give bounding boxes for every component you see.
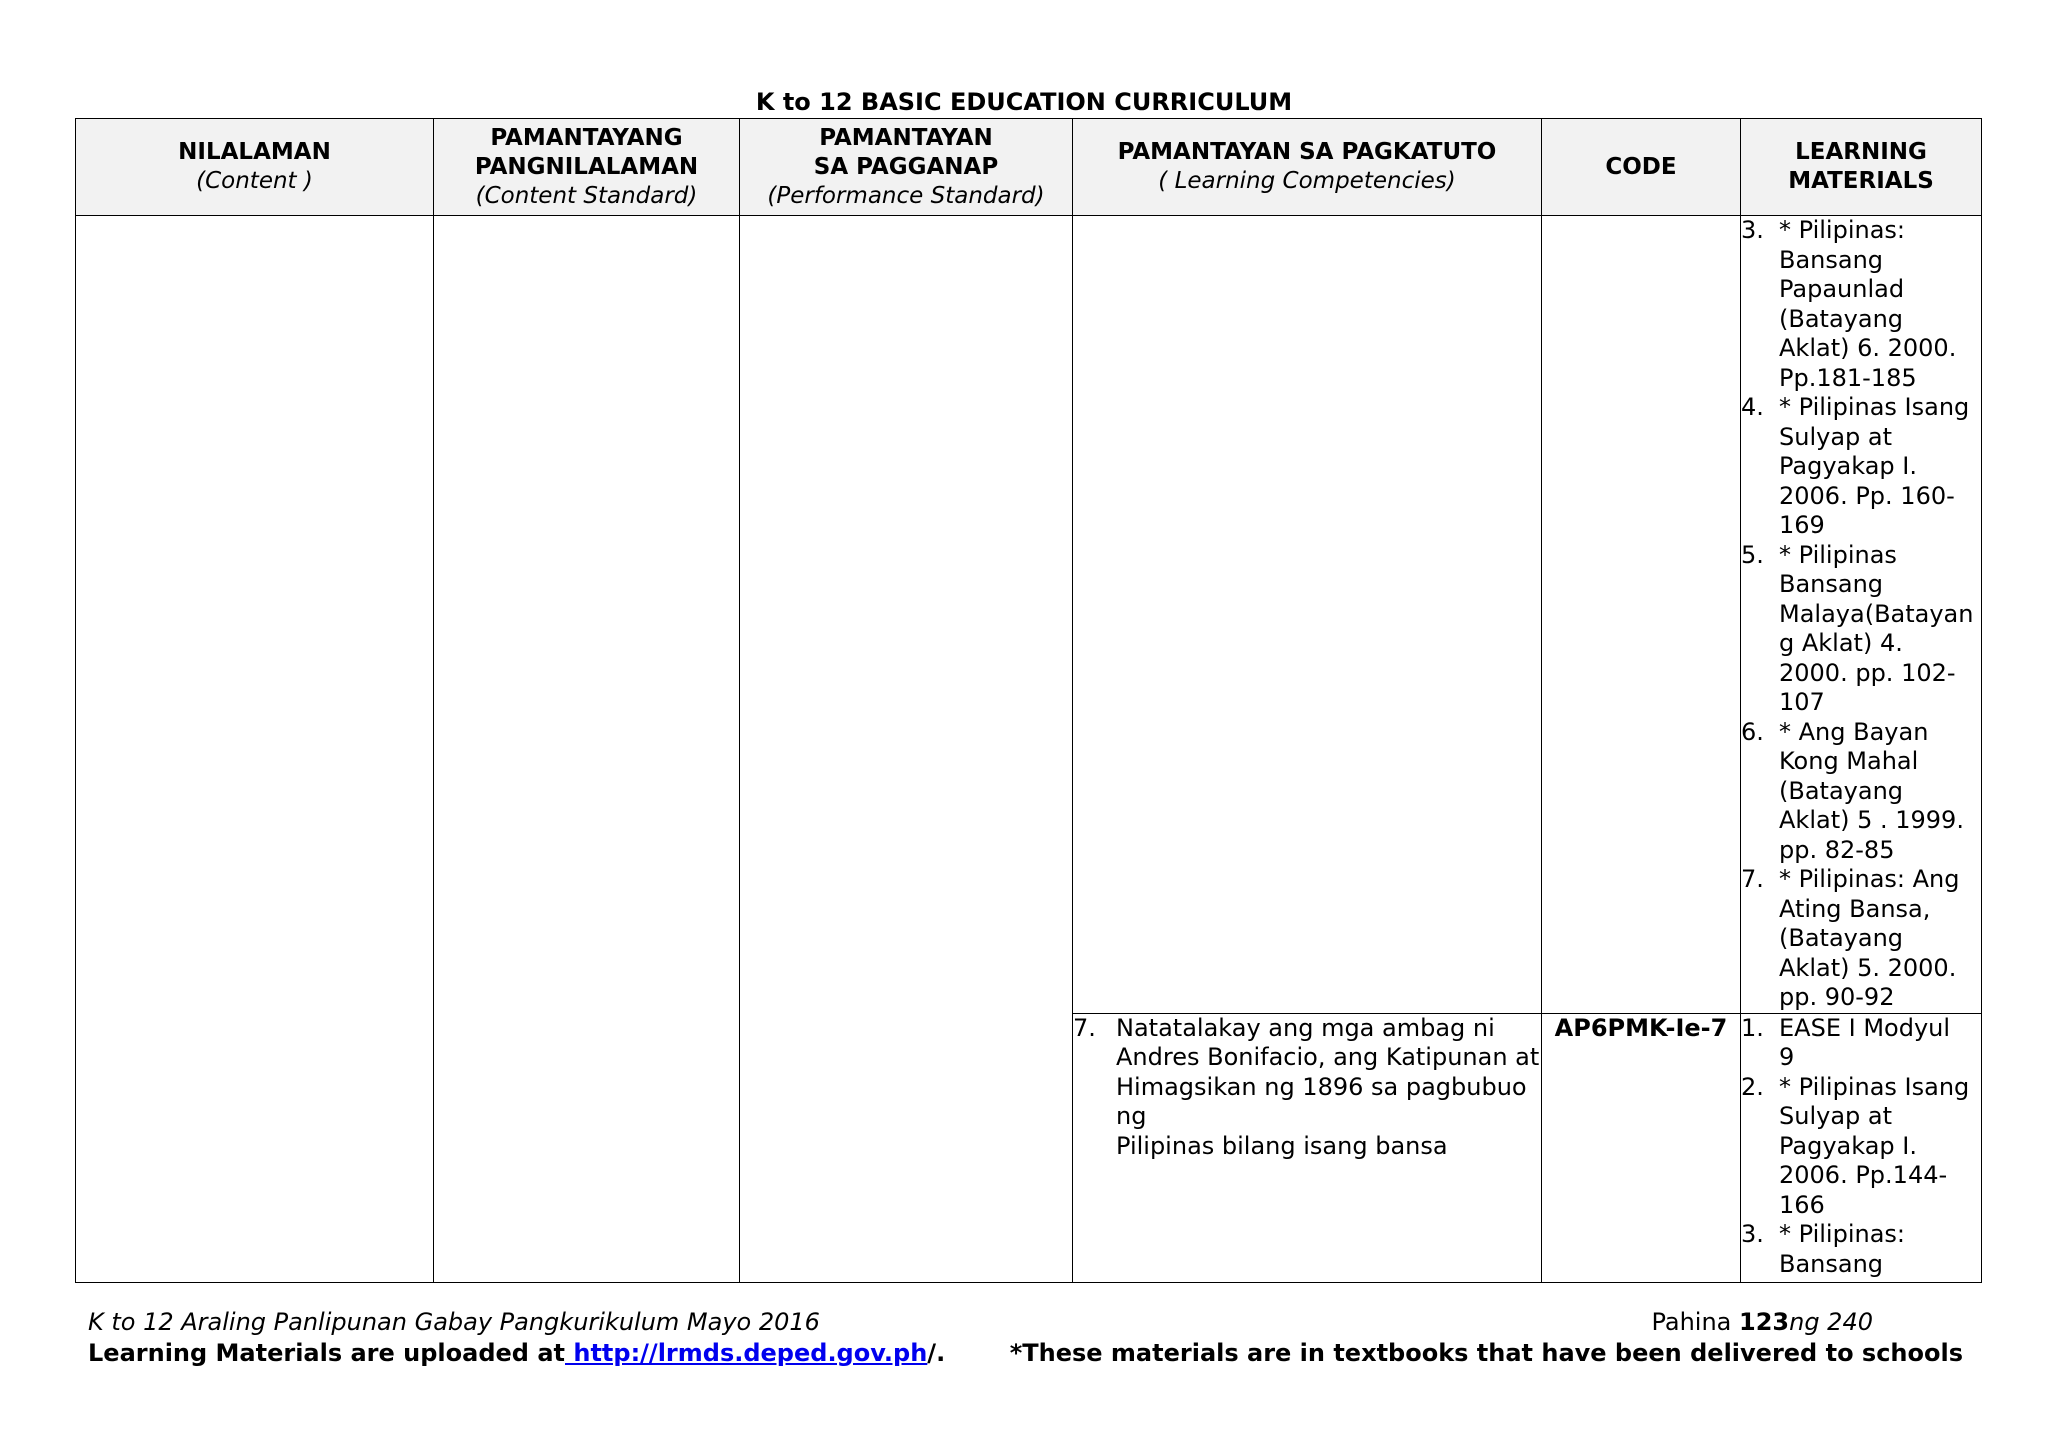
competency-item [1073, 1014, 1541, 1162]
material-number: 3. [1741, 216, 1764, 244]
material-line: 2000. pp. 102- [1779, 658, 1956, 687]
material-line: 2006. Pp.144- [1779, 1161, 1948, 1189]
competency-line: Pilipinas bilang isang bansa [1116, 1131, 1448, 1160]
material-text [1779, 865, 1981, 1013]
header-content-standard-label-1: PAMANTAYANG [490, 124, 683, 151]
header-content-standard-label-2: PANGNILALAMAN [474, 153, 699, 180]
header-materials-label-2: MATERIALS [1788, 168, 1934, 194]
material-item [1741, 865, 1981, 1013]
page-suffix: ng 240 [1789, 1308, 1873, 1336]
material-number: 6. [1741, 717, 1764, 746]
material-line: * Pilipinas [1779, 540, 1897, 569]
material-line: * Pilipinas Isang [1779, 1072, 1970, 1101]
material-number: 3. [1741, 1220, 1764, 1248]
material-line: (Batayang [1779, 924, 1904, 952]
material-line: pp. 82-85 [1779, 835, 1895, 864]
header-materials [1741, 119, 1982, 216]
lrmds-link[interactable]: http://lrmds.deped.gov.ph [565, 1339, 928, 1367]
footer-guide-text: K to 12 Araling Panlipunan Gabay Pangkurikulum Mayo 2016 [88, 1308, 820, 1336]
material-item [1741, 1073, 1981, 1221]
footer-upload-suffix: /. [927, 1339, 946, 1367]
footer-left [88, 1307, 945, 1369]
material-item [1741, 1014, 1981, 1073]
header-performance-standard-label-1: PAMANTAYAN [819, 124, 993, 151]
material-line: g Aklat) 4. [1779, 629, 1903, 657]
material-text [1779, 393, 1981, 541]
material-item [1741, 216, 1981, 393]
materials-cell [1741, 1013, 1982, 1283]
material-number: 5. [1741, 540, 1764, 569]
competency-cell [1073, 1013, 1542, 1283]
table-row [76, 216, 1982, 1014]
header-code [1542, 119, 1741, 216]
code-cell: AP6PMK-Ie-7 [1542, 1013, 1741, 1283]
material-text [1779, 1073, 1981, 1221]
materials-cell [1741, 216, 1982, 1014]
material-text [1779, 216, 1981, 393]
page-number: 123 [1739, 1308, 1790, 1336]
material-line: EASE I Modyul [1779, 1013, 1951, 1042]
header-competencies-label: PAMANTAYAN SA PAGKATUTO [1117, 139, 1497, 165]
material-line: Malaya(Batayan [1779, 599, 1974, 628]
header-content-sub: (Content ) [196, 168, 313, 194]
material-line: * Ang Bayan [1779, 717, 1929, 746]
material-number: 1. [1741, 1013, 1764, 1042]
material-item [1741, 393, 1981, 541]
material-line: 2006. Pp. 160- [1779, 481, 1955, 510]
material-line: Aklat) 6. 2000. [1779, 334, 1957, 362]
code-cell-empty [1542, 216, 1741, 1014]
material-text [1779, 1220, 1981, 1279]
header-performance-standard-label-2: SA PAGGANAP [813, 153, 999, 180]
material-line: Aklat) 5. 2000. [1779, 953, 1957, 982]
footer-upload-line [88, 1338, 945, 1369]
material-line: Bansang [1779, 1249, 1884, 1278]
material-line: (Batayang [1779, 304, 1904, 333]
material-line: * Pilipinas: [1779, 216, 1905, 244]
document-title: K to 12 BASIC EDUCATION CURRICULUM [755, 88, 1293, 116]
material-item [1741, 718, 1981, 866]
competency-cell-empty [1073, 216, 1542, 1014]
material-text [1779, 1014, 1981, 1073]
header-competencies [1073, 119, 1542, 216]
performance-standard-cell [740, 216, 1073, 1283]
material-line: Pagyakap I. [1779, 452, 1917, 480]
competency-text [1116, 1014, 1541, 1162]
material-line: (Batayang [1779, 776, 1904, 805]
content-standard-cell [434, 216, 740, 1283]
material-line: Bansang [1779, 245, 1884, 274]
material-line: Pagyakap I. [1779, 1131, 1917, 1160]
header-code-label: CODE [1605, 153, 1677, 180]
header-performance-standard-sub: (Performance Standard) [767, 182, 1045, 209]
header-content-label: NILALAMAN [178, 139, 331, 165]
material-line: Sulyap at [1779, 1102, 1893, 1130]
material-line: Ating Bansa, [1779, 894, 1931, 923]
materials-list [1741, 1014, 1981, 1280]
material-item [1741, 541, 1981, 718]
material-line: Sulyap at [1779, 422, 1893, 451]
material-line: Aklat) 5 . 1999. [1779, 806, 1964, 834]
material-number: 2. [1741, 1072, 1764, 1101]
material-line: * Pilipinas: Ang [1779, 865, 1960, 893]
material-line: Kong Mahal [1779, 747, 1919, 775]
material-item [1741, 1220, 1981, 1279]
material-text [1779, 541, 1981, 718]
competency-list [1073, 1014, 1541, 1162]
material-line: * Pilipinas Isang [1779, 393, 1970, 421]
material-number: 7. [1741, 865, 1764, 893]
competency-line: Andres Bonifacio, ang Katipunan at [1116, 1043, 1540, 1071]
material-number: 4. [1741, 393, 1764, 421]
material-line: Pp.181-185 [1779, 363, 1917, 392]
material-line: Bansang [1779, 570, 1884, 598]
footer-upload-prefix: Learning Materials are uploaded at [88, 1339, 565, 1367]
header-content [76, 119, 434, 216]
header-content-standard-sub: (Content Standard) [475, 182, 698, 209]
footer-right [1010, 1307, 1963, 1369]
header-content-standard [434, 119, 740, 216]
competency-line: Natatalakay ang mga ambag ni [1116, 1013, 1495, 1042]
page-prefix: Pahina [1651, 1308, 1739, 1336]
content-cell [76, 216, 434, 1283]
header-competencies-sub: ( Learning Competencies) [1158, 168, 1456, 194]
material-line: Papaunlad [1779, 275, 1905, 303]
material-text [1779, 718, 1981, 866]
header-materials-label-1: LEARNING [1795, 139, 1927, 165]
header-row [76, 119, 1982, 216]
page-number-line [1010, 1307, 1963, 1338]
material-line: 169 [1779, 511, 1825, 539]
material-line: 107 [1779, 688, 1825, 716]
material-line: 9 [1779, 1043, 1795, 1071]
materials-list [1741, 216, 1981, 1013]
material-line: pp. 90-92 [1779, 983, 1895, 1011]
curriculum-table [75, 118, 1982, 1283]
competency-line: Himagsikan ng 1896 sa pagbubuo ng [1116, 1072, 1527, 1130]
competency-number: 7. [1073, 1013, 1096, 1042]
material-line: 166 [1779, 1190, 1825, 1219]
footer-note: *These materials are in textbooks that have been delivered to schools [1009, 1339, 1963, 1367]
header-performance-standard [740, 119, 1073, 216]
material-line: * Pilipinas: [1779, 1220, 1905, 1248]
